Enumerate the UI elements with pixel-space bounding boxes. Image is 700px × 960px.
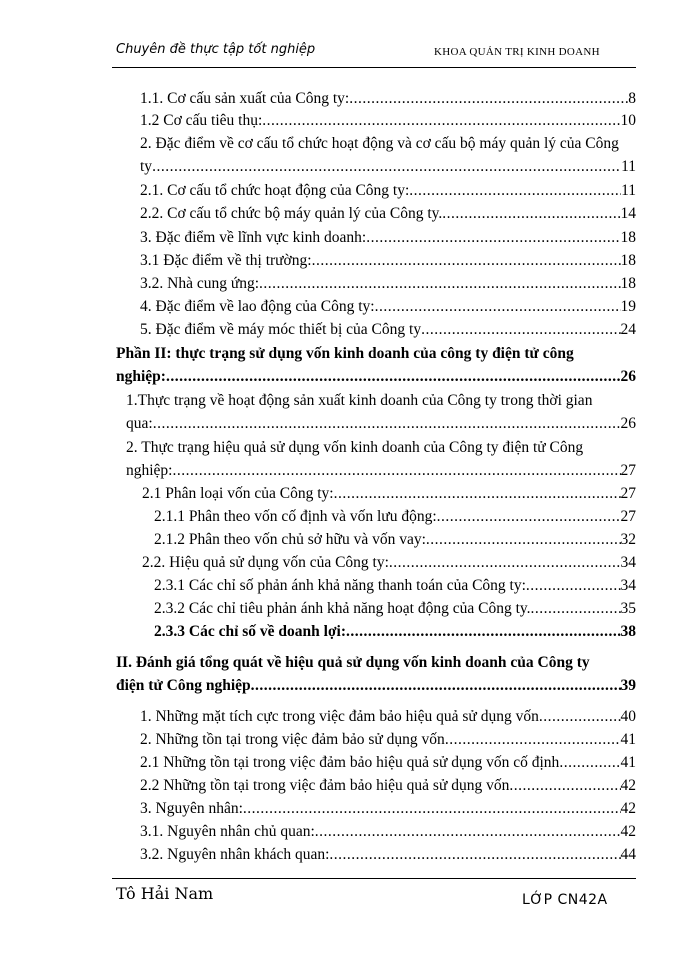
toc-entry [154,576,636,596]
toc-entry-page: 18 [620,252,636,269]
toc-entry [140,822,636,842]
toc-entry-page: 24 [620,321,636,338]
toc-entry [140,753,636,773]
toc-leader [559,753,620,773]
header-title: Chuyên đề thực tập tốt nghiệp [116,42,316,57]
toc-entry-title-cont: ty [140,158,153,175]
toc-entry [140,297,636,317]
toc-entry-title: 3. Nguyên nhân: [140,800,243,817]
toc-entry [140,707,636,727]
toc-entry-title: 3.1 Đặc điểm về thị trường: [140,252,312,269]
toc-entry [140,228,636,248]
toc-entry [140,799,636,819]
toc-entry [154,530,636,550]
header-faculty: KHOA QUẢN TRỊ KINH DOANH [434,46,600,58]
toc-entry [116,676,636,696]
toc-leader [346,622,620,642]
toc-entry-title: 4. Đặc điểm về lao động của Công ty: [140,298,375,315]
toc-entry-page: 18 [620,275,636,292]
header-divider [112,67,636,68]
toc-entry [154,507,636,527]
toc-entry-title: 1.1. Cơ cấu sản xuất của Công ty: [140,90,350,107]
toc-entry-title: 2.1. Cơ cấu tổ chức hoạt động của Công ty: [140,182,410,199]
toc-leader [531,599,621,619]
footer-author: Tô Hải Nam [116,884,214,903]
toc-entry [154,599,636,619]
toc-entry-page: 39 [620,677,636,694]
toc-leader [251,676,621,696]
toc-entry [140,157,636,177]
toc-leader [262,111,620,131]
toc-part-title: Phần II: thực trạng sử dụng vốn kinh doanh của công ty điện tử công [116,345,574,362]
toc-leader [442,204,620,224]
toc-entry [142,553,636,573]
toc-leader [166,367,621,387]
toc-leader [259,274,620,294]
toc-entry-title-cont: qua: [126,415,153,432]
toc-entry-title: 2.1 Phân loại vốn của Công ty: [142,485,334,502]
toc-entry [140,181,636,201]
toc-leader [426,530,621,550]
toc-entry-title-cont: điện tử Công nghiệp [116,677,251,694]
toc-entry-title: 3. Đặc điểm về lĩnh vực kinh doanh: [140,229,367,246]
toc-entry-page: 14 [620,205,636,222]
toc-entry-title: 2.2. Hiệu quả sử dụng vốn của Công ty: [142,554,389,571]
toc-entry [140,251,636,271]
toc-entry-page: 27 [620,462,636,479]
toc-entry-title: 2.1.1 Phân theo vốn cố định và vốn lưu động: [154,508,437,525]
toc-leader [509,776,620,796]
toc-entry-page: 27 [620,485,636,502]
toc-leader [437,507,621,527]
toc-entry-page: 42 [620,823,636,840]
toc-entry-page: 44 [620,846,636,863]
toc-entry-title: 2.3.2 Các chỉ tiêu phản ánh khả năng hoạt động của Công ty. [154,600,531,617]
toc-entry-page: 35 [620,600,636,617]
toc-leader [375,297,621,317]
toc-entry-page: 26 [620,415,636,432]
toc-entry [116,367,636,387]
toc-entry-title: 2.2 Những tồn tại trong việc đảm bảo hiệu quả sử dụng vốn [140,777,510,794]
toc-leader [409,181,621,201]
toc-entry-title: 3.2. Nguyên nhân khách quan: [140,846,330,863]
toc-entry-page: 27 [620,508,636,525]
toc-entry-title: 1. Những mặt tích cực trong việc đảm bảo hiệu quả sử dụng vốn [140,708,539,725]
toc-entry-page: 34 [620,554,636,571]
toc-leader [349,89,628,109]
toc-entry-page: 11 [621,158,636,175]
toc-entry-page: 38 [620,623,636,640]
toc-entry-title: 2. Những tồn tại trong việc đảm bảo sử dụng vốn [140,731,445,748]
toc-entry-title: 2. Đặc điểm về cơ cấu tổ chức hoạt động và cơ cấu bộ máy quản lý của Công [140,135,619,152]
toc-entry-page: 10 [620,112,636,129]
toc-leader [153,414,621,434]
toc-entry-page: 41 [620,731,636,748]
toc-leader [539,707,621,727]
toc-entry-page: 11 [621,182,636,199]
toc-entry-page: 26 [620,368,636,385]
toc-entry [140,89,636,109]
toc-entry [140,274,636,294]
toc-leader [315,822,621,842]
toc-entry-title: 2.2. Cơ cấu tổ chức bộ máy quản lý của Công ty. [140,205,443,222]
toc-entry [140,845,636,865]
toc-entry-title: 3.1. Nguyên nhân chủ quan: [140,823,315,840]
toc-entry-title-cont: nghiệp: [116,368,166,385]
toc-entry-title-cont: nghiệp: [126,462,173,479]
toc-entry [140,111,636,131]
toc-entry [126,461,636,481]
toc-entry-title: 5. Đặc điểm về máy móc thiết bị của Công ty [140,321,422,338]
toc-entry-title: 2.3.1 Các chỉ số phản ánh khả năng thanh toán của Công ty: [154,577,526,594]
toc-entry [140,320,636,340]
toc-leader [421,320,620,340]
toc-entry-page: 41 [620,754,636,771]
toc-entry-page: 42 [620,800,636,817]
toc-entry-page: 42 [620,777,636,794]
toc-part-title: II. Đánh giá tổng quát về hiệu quả sử dụng vốn kinh doanh của Công ty [116,654,590,671]
toc-leader [334,484,621,504]
footer-divider [112,878,636,879]
toc-entry-title: 1.Thực trạng về hoạt động sản xuất kinh doanh của Công ty trong thời gian [126,392,593,409]
toc-entry-page: 18 [620,229,636,246]
toc-entry-page: 8 [628,90,636,107]
toc-entry [142,484,636,504]
toc-entry-title: 1.2 Cơ cấu tiêu thụ: [140,112,263,129]
footer-class: LỚP CN42A [522,892,608,908]
toc-entry-page: 34 [620,577,636,594]
toc-leader [329,845,620,865]
toc-entry [154,622,636,642]
toc-leader [243,799,621,819]
toc-entry-title: 2.3.3 Các chỉ số về doanh lợi: [154,623,347,640]
toc-entry-page: 19 [620,298,636,315]
toc-leader [445,730,621,750]
toc-entry [140,204,636,224]
toc-leader [152,157,621,177]
toc-entry-title: 2. Thực trạng hiệu quả sử dụng vốn kinh doanh của Công ty điện tử Công [126,439,584,456]
toc-entry [126,414,636,434]
toc-entry [140,776,636,796]
toc-entry-page: 32 [620,531,636,548]
toc-entry-title: 2.1.2 Phân theo vốn chủ sở hữu và vốn vay: [154,531,426,548]
toc-entry [140,730,636,750]
toc-leader [526,576,621,596]
toc-entry-title: 3.2. Nhà cung ứng: [140,275,260,292]
toc-leader [173,461,621,481]
toc-leader [389,553,621,573]
toc-entry-title: 2.1 Những tồn tại trong việc đảm bảo hiệu quả sử dụng vốn cố định [140,754,560,771]
toc-leader [312,251,621,271]
toc-leader [366,228,620,248]
toc-entry-page: 40 [620,708,636,725]
